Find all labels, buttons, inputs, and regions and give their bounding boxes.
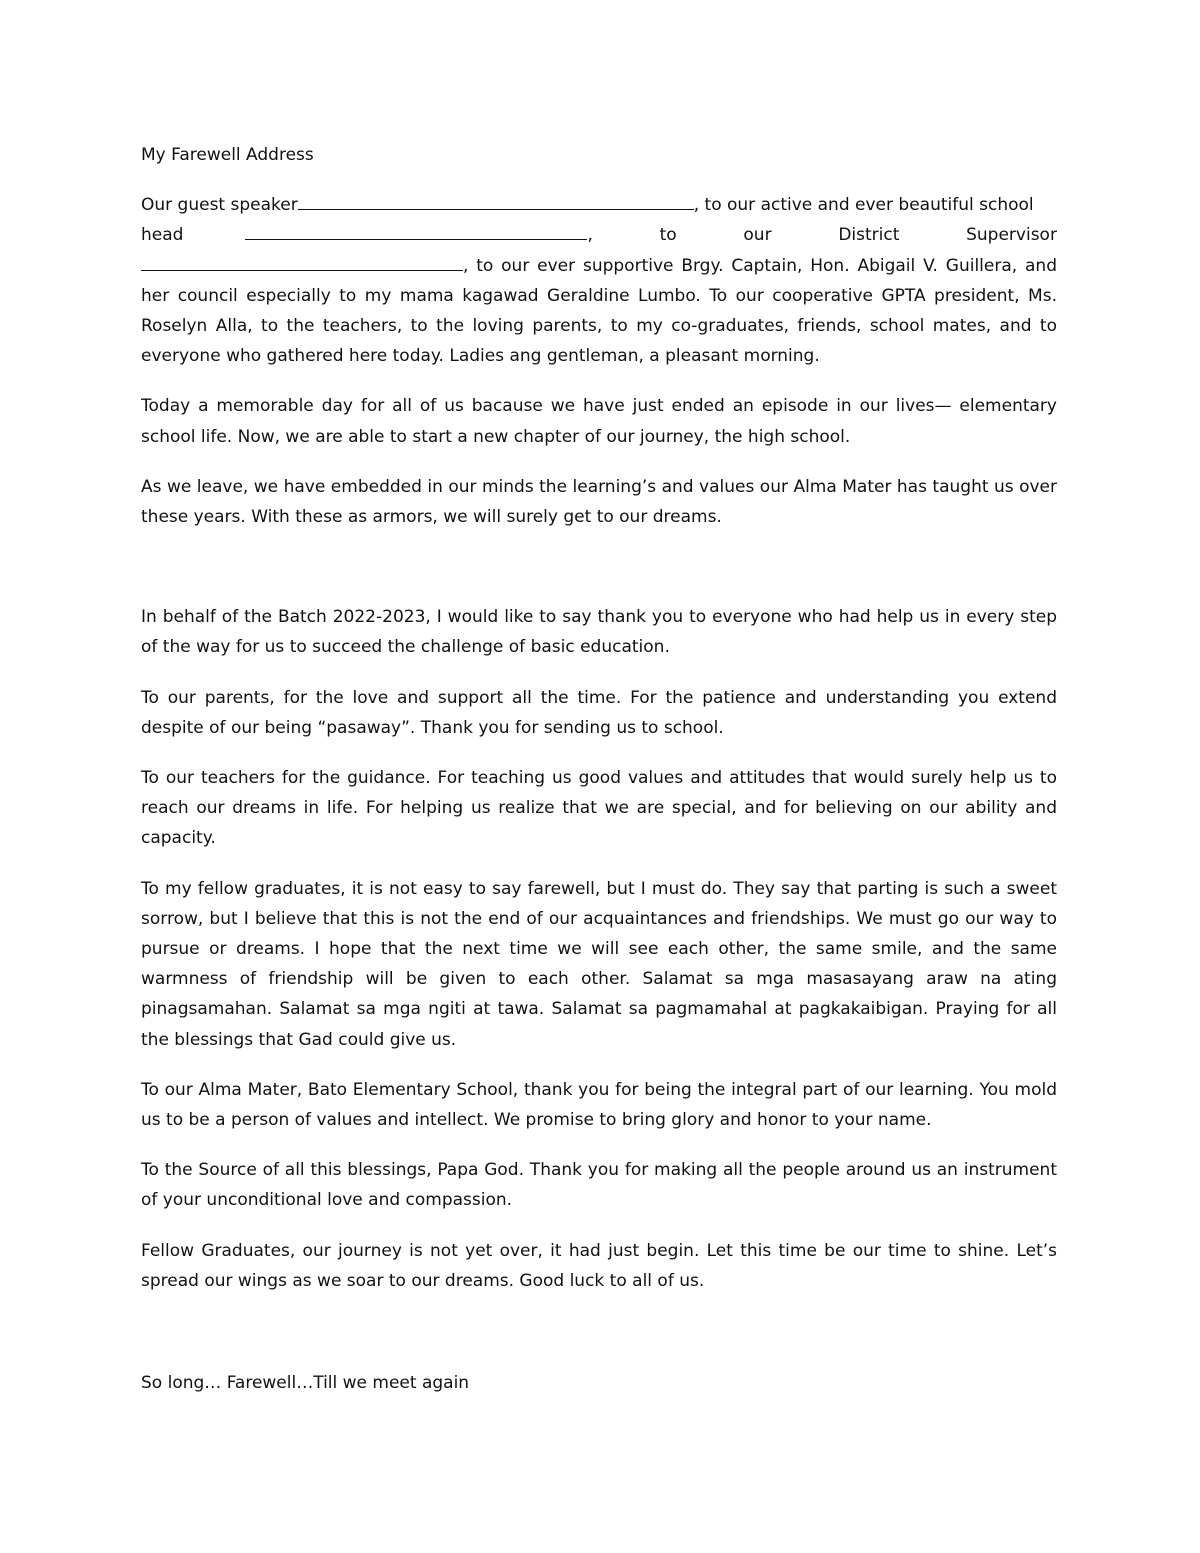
guest-speaker-blank — [298, 191, 694, 210]
paragraph-teachers: To our teachers for the guidance. For teaching us good values and attitudes that would surely help us to reach our dreams in life. For helping us realize that we are special, and for believing on our ability and capacity. — [141, 768, 1057, 849]
district-word: District — [838, 225, 900, 246]
greeting-line-2 — [141, 220, 1057, 250]
greeting-after-blank-3: , to our ever supportive Brgy. Captain, Hon. Abigail V. Guillera, and her council especially to my mama kagawad Geraldine Lumbo. To our cooperative GPTA president, Ms. Roselyn Alla, to the teachers, to the loving parents, to my co-graduates, friends, school mates, and to everyone who gathered here today. Ladies ang gentleman, a pleasant morning. — [141, 255, 1057, 367]
our-word: our — [743, 225, 772, 246]
document-title: My Farewell Address — [141, 145, 314, 165]
blank-gap — [141, 552, 1057, 602]
head-word — [141, 220, 593, 250]
paragraph-as-we-leave: As we leave, we have embedded in our minds the learning’s and values our Alma Mater has taught us over these years. With these as armors, we will surely get to our dreams. — [141, 476, 1057, 528]
greeting-line-3 — [141, 251, 1057, 372]
school-head-blank — [245, 221, 587, 240]
paragraph-fellow-graduates: To my fellow graduates, it is not easy to say farewell, but I must do. They say that parting is such a sweet sorrow, but I believe that this is not the end of our acquaintances and friendships. We must go our way to pursue or dreams. I hope that the next time we will see each other, the same smile, and the same warmness of friendship will be given to each other. Salamat sa mga masasayang araw na ating pinagsamahan. Salamat sa mga ngiti at tawa. Salamat sa pagmamahal at pagkakaibigan. Praying for all the blessings that Gad could give us. — [141, 878, 1057, 1050]
paragraph-papa-god: To the Source of all this blessings, Papa God. Thank you for making all the people around us an instrument of your unconditional love and compassion. — [141, 1160, 1057, 1211]
paragraph-parents: To our parents, for the love and support all the time. For the patience and understanding you extend despite of our being “pasaway”. Thank you for sending us to school. — [141, 687, 1057, 738]
document-body — [141, 140, 1057, 1418]
greeting-line-1 — [141, 190, 1057, 220]
greeting-after-blank-1: , to our active and ever beautiful school — [693, 195, 1034, 216]
district-supervisor-blank — [141, 252, 463, 271]
closing-gap — [141, 1316, 1057, 1368]
head-word-text: head — [141, 225, 184, 246]
to-word: to — [659, 225, 677, 246]
closing-line: So long… Farewell…Till we meet again — [141, 1373, 470, 1394]
paragraph-journey: Fellow Graduates, our journey is not yet over, it had just begin. Let this time be our time to shine. Let’s spread our wings as we soar to our dreams. Good luck to all of us. — [141, 1240, 1057, 1291]
paragraph-memorable-day: Today a memorable day for all of us bacause we have just ended an episode in our lives— elementary school life. Now, we are able to start a new chapter of our journey, the high school. — [141, 396, 1057, 447]
paragraph-batch-thanks: In behalf of the Batch 2022-2023, I would like to say thank you to everyone who had help us in every step of the way for us to succeed the challenge of basic education. — [141, 607, 1057, 658]
paragraph-alma-mater: To our Alma Mater, Bato Elementary School, thank you for being the integral part of our learning. You mold us to be a person of values and intellect. We promise to bring glory and honor to your name. — [141, 1079, 1057, 1131]
head-comma: , — [587, 225, 593, 246]
greeting-prefix: Our guest speaker — [141, 195, 298, 216]
supervisor-word: Supervisor — [966, 225, 1057, 246]
greeting-paragraph — [141, 190, 1057, 371]
